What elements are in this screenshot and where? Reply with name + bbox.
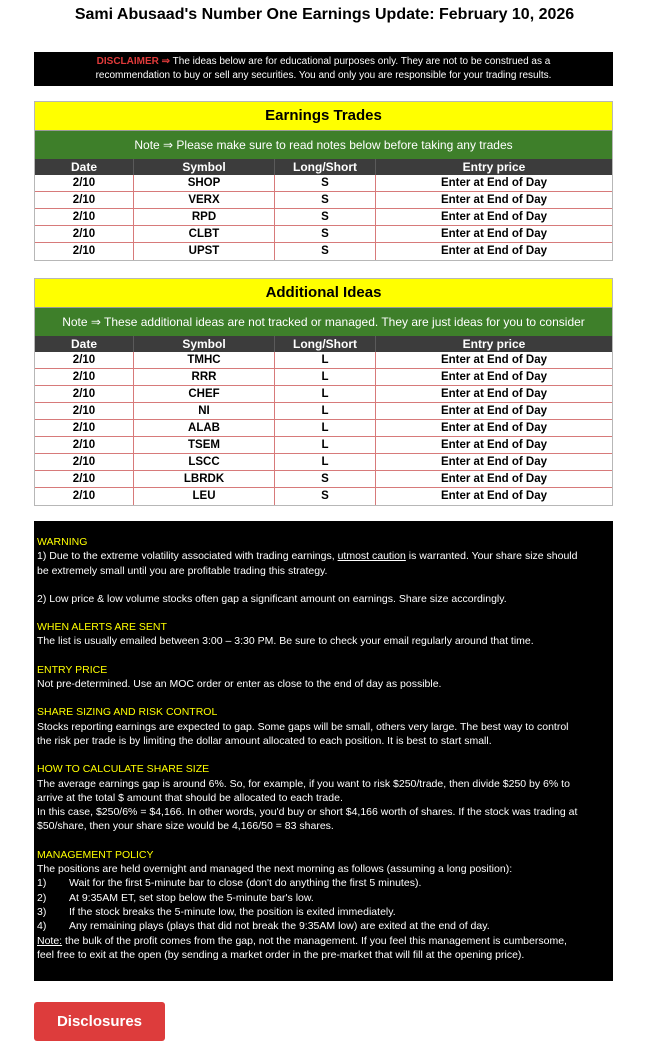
- cell-symbol: RPD: [134, 209, 275, 225]
- cell-entry-price: Enter at End of Day: [440, 177, 548, 189]
- step-text: If the stock breaks the 5-minute low, the position is exited immediately.: [69, 905, 396, 918]
- table-row: [35, 352, 612, 369]
- cell-symbol: LEU: [134, 488, 275, 505]
- cell-date: 2/10: [35, 454, 134, 470]
- additional-ideas-rows: [35, 352, 612, 505]
- col-entry-price: Entry price: [462, 160, 526, 174]
- sizing-heading: SHARE SIZING AND RISK CONTROL: [37, 706, 218, 719]
- cell-date: 2/10: [35, 243, 134, 260]
- table-row: [35, 437, 612, 454]
- step-number: 4): [37, 920, 47, 933]
- table-row: [35, 192, 612, 209]
- cell-date: 2/10: [35, 192, 134, 208]
- management-intro: The positions are held overnight and managed the next morning as follows (assuming a long position):: [37, 863, 513, 876]
- cell-symbol: UPST: [134, 243, 275, 260]
- cell-entry-price: Enter at End of Day: [440, 211, 548, 223]
- cell-long-short: L: [275, 454, 376, 470]
- cell-date: 2/10: [35, 403, 134, 419]
- cell-entry-price: Enter at End of Day: [440, 354, 548, 366]
- col-date: Date: [35, 159, 134, 175]
- cell-long-short: L: [275, 369, 376, 385]
- management-heading: MANAGEMENT POLICY: [37, 848, 154, 861]
- management-step: [37, 891, 610, 905]
- management-step: [37, 905, 610, 919]
- calc-text-4: $50/share, then your share size would be 4,166/50 = 83 shares.: [37, 820, 334, 833]
- warning-paragraph-1: [37, 549, 610, 563]
- table-row: [35, 369, 612, 386]
- step-text: Wait for the first 5-minute bar to close (don't do anything the first 5 minutes).: [69, 877, 422, 890]
- step-number: 3): [37, 905, 47, 918]
- earnings-trades-rows: [35, 175, 612, 260]
- cell-entry-price: Enter at End of Day: [440, 371, 548, 383]
- disclosures-button[interactable]: Disclosures: [34, 1002, 165, 1041]
- warning-heading: WARNING: [37, 536, 88, 548]
- disclaimer-tag: DISCLAIMER: [96, 56, 159, 67]
- col-symbol: Symbol: [134, 159, 275, 175]
- sizing-text-1: Stocks reporting earnings are expected to gap. Some gaps will be small, others very large. The best way to control: [37, 720, 569, 733]
- cell-long-short: S: [275, 488, 376, 505]
- warning-text: is warranted. Your share size should: [405, 550, 578, 563]
- additional-ideas-table: [34, 278, 613, 506]
- cell-entry-price: Enter at End of Day: [440, 422, 548, 434]
- cell-long-short: S: [275, 243, 376, 260]
- cell-entry-price: Enter at End of Day: [440, 473, 548, 485]
- step-number: 1): [37, 877, 47, 890]
- note-label: Note:: [37, 934, 63, 947]
- cell-long-short: L: [275, 386, 376, 402]
- calc-text-2: arrive at the total $ amount that should be allocated to each trade.: [37, 791, 343, 804]
- warning-paragraph-2: 2) Low price & low volume stocks often gap a significant amount on earnings. Share size accordingly.: [37, 592, 507, 605]
- cell-date: 2/10: [35, 369, 134, 385]
- utmost-caution-text: utmost caution: [337, 550, 406, 563]
- cell-long-short: S: [275, 192, 376, 208]
- management-note: [37, 934, 610, 948]
- notes-panel: [34, 521, 613, 981]
- sizing-text-2: the risk per trade is by limiting the dollar amount allocated to each position. It is best to start small.: [37, 734, 492, 747]
- table-row: [35, 386, 612, 403]
- additional-ideas-header: Additional Ideas: [35, 279, 612, 308]
- cell-entry-price: Enter at End of Day: [440, 194, 548, 206]
- cell-long-short: S: [275, 226, 376, 242]
- cell-symbol: TSEM: [134, 437, 275, 453]
- table-row: [35, 175, 612, 192]
- cell-symbol: CLBT: [134, 226, 275, 242]
- table-row: [35, 226, 612, 243]
- disclaimer-line-1: [34, 55, 613, 69]
- table-column-headers: [35, 159, 612, 175]
- cell-long-short: S: [275, 175, 376, 191]
- cell-entry-price: Enter at End of Day: [440, 388, 548, 400]
- disclaimer-text-1: The ideas below are for educational purposes only. They are not to be construed as a: [172, 56, 551, 67]
- warning-text: 1) Due to the extreme volatility associated with trading earnings,: [37, 550, 338, 563]
- entry-heading: ENTRY PRICE: [37, 663, 108, 676]
- management-step: [37, 919, 610, 933]
- cell-long-short: L: [275, 437, 376, 453]
- earnings-trades-header: Earnings Trades: [35, 102, 612, 131]
- management-step: [37, 876, 610, 890]
- step-number: 2): [37, 891, 47, 904]
- alerts-heading: WHEN ALERTS ARE SENT: [37, 621, 167, 634]
- col-date: Date: [35, 336, 134, 352]
- table-row: [35, 454, 612, 471]
- col-symbol: Symbol: [134, 336, 275, 352]
- cell-symbol: NI: [134, 403, 275, 419]
- calc-heading: HOW TO CALCULATE SHARE SIZE: [37, 763, 210, 776]
- page-title: Sami Abusaad's Number One Earnings Update: February 10, 2026: [74, 6, 575, 23]
- cell-symbol: LBRDK: [134, 471, 275, 487]
- disclaimer-text-2: recommendation to buy or sell any securities. You and only you are responsible for your trading results.: [95, 70, 552, 81]
- earnings-trades-note: Note ⇒ Please make sure to read notes below before taking any trades: [35, 131, 612, 159]
- table-row: [35, 471, 612, 488]
- cell-symbol: SHOP: [134, 175, 275, 191]
- table-row: [35, 243, 612, 260]
- step-text: Any remaining plays (plays that did not break the 9:35AM low) are exited at the end of day.: [69, 920, 490, 933]
- cell-long-short: S: [275, 209, 376, 225]
- cell-long-short: L: [275, 403, 376, 419]
- table-row: [35, 403, 612, 420]
- cell-long-short: L: [275, 352, 376, 368]
- cell-symbol: TMHC: [134, 352, 275, 368]
- cell-date: 2/10: [35, 209, 134, 225]
- cell-date: 2/10: [35, 386, 134, 402]
- cell-long-short: L: [275, 420, 376, 436]
- col-long-short: Long/Short: [275, 159, 376, 175]
- cell-entry-price: Enter at End of Day: [440, 405, 548, 417]
- table-column-headers: [35, 336, 612, 352]
- cell-entry-price: Enter at End of Day: [440, 245, 548, 257]
- cell-symbol: RRR: [134, 369, 275, 385]
- earnings-trades-table: [34, 101, 613, 261]
- cell-date: 2/10: [35, 420, 134, 436]
- cell-symbol: CHEF: [134, 386, 275, 402]
- arrow-icon: ⇒: [161, 56, 171, 67]
- alerts-text: The list is usually emailed between 3:00 – 3:30 PM. Be sure to check your email regularly around that time.: [37, 635, 534, 648]
- calc-text-3: In this case, $250/6% = $4,166. In other words, you'd buy or short $4,166 worth of shares. If the stock was trading at: [37, 806, 578, 819]
- col-entry-price: Entry price: [462, 337, 526, 351]
- cell-date: 2/10: [35, 471, 134, 487]
- cell-symbol: LSCC: [134, 454, 275, 470]
- cell-long-short: S: [275, 471, 376, 487]
- disclaimer-banner: [34, 52, 613, 86]
- cell-date: 2/10: [35, 437, 134, 453]
- cell-date: 2/10: [35, 488, 134, 505]
- entry-text: Not pre-determined. Use an MOC order or enter as close to the end of day as possible.: [37, 678, 442, 691]
- cell-date: 2/10: [35, 226, 134, 242]
- cell-entry-price: Enter at End of Day: [440, 439, 548, 451]
- warning-paragraph-1-cont: be extremely small until you are profitable trading this strategy.: [37, 564, 328, 577]
- step-text: At 9:35AM ET, set stop below the 5-minute bar's low.: [69, 891, 314, 904]
- management-note-cont: feel free to exit at the open (by sending a market order in the pre-market that will fill at the opening price).: [37, 948, 525, 961]
- cell-symbol: ALAB: [134, 420, 275, 436]
- table-row: [35, 209, 612, 226]
- additional-ideas-note: Note ⇒ These additional ideas are not tracked or managed. They are just ideas for you to consider: [35, 308, 612, 336]
- col-long-short: Long/Short: [275, 336, 376, 352]
- cell-entry-price: Enter at End of Day: [440, 228, 548, 240]
- calc-text-1: The average earnings gap is around 6%. So, for example, if you want to risk $250/trade, then divide $250 by 6% to: [37, 777, 570, 790]
- note-text: the bulk of the profit comes from the gap, not the management. If you feel this management is cumbersome,: [62, 934, 567, 947]
- table-row: [35, 488, 612, 505]
- cell-date: 2/10: [35, 352, 134, 368]
- cell-date: 2/10: [35, 175, 134, 191]
- table-row: [35, 420, 612, 437]
- cell-symbol: VERX: [134, 192, 275, 208]
- cell-entry-price: Enter at End of Day: [440, 456, 548, 468]
- cell-entry-price: Enter at End of Day: [440, 490, 548, 502]
